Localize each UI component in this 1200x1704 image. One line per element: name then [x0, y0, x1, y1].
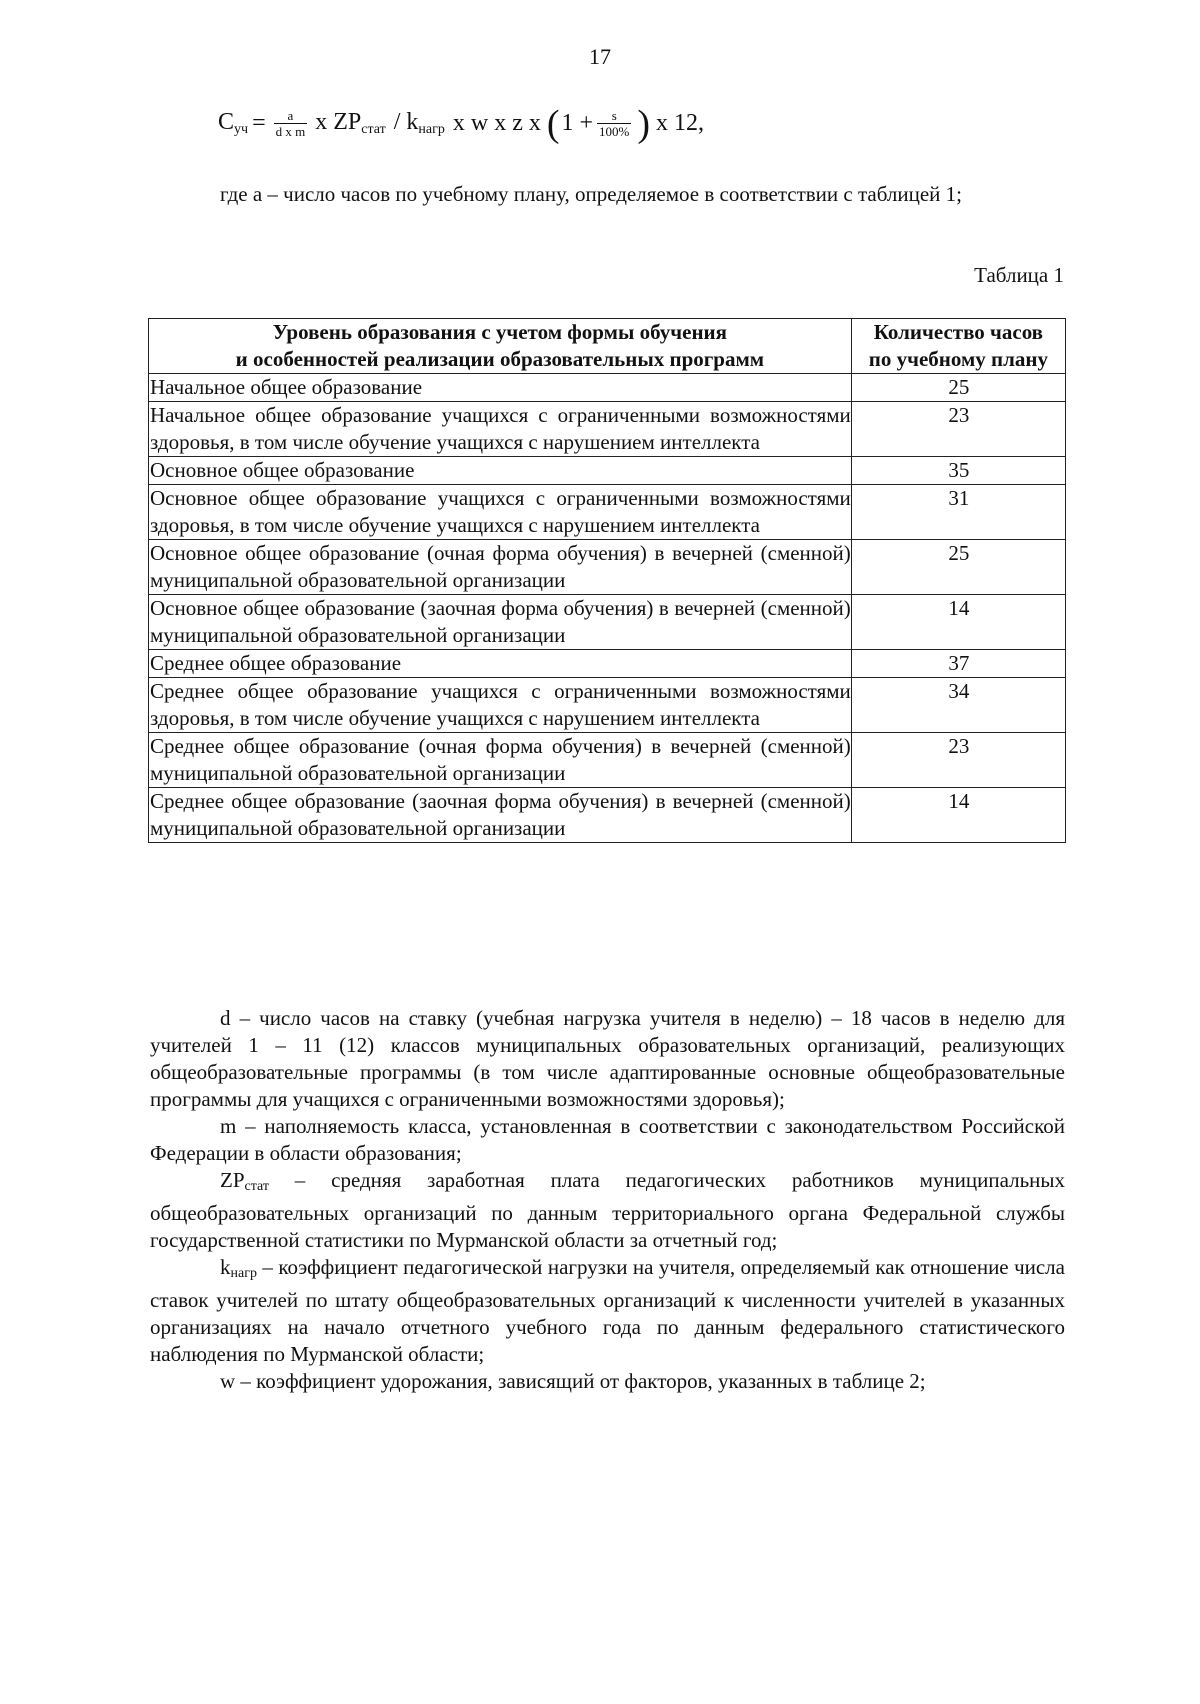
formula-fraction-a: $\frac{a}{\text{d x m}}$ — [275, 108, 306, 139]
formula-zp: x $ZP_{стат}$ — [315, 109, 386, 137]
formula — [218, 102, 708, 145]
definition-w: w – коэффициент удорожания, зависящий от факторов, указанных в таблице 2; — [220, 1369, 926, 1393]
table-row: Основное общее образование (заочная форма обучения) в вечерней (сменной) муниципальной образовательной организации 14 — [149, 595, 1066, 650]
definition-d: d – число часов на ставку (учебная нагрузка учителя в неделю) – 18 часов в неделю для учителей 1 – 11 (12) классов муниципальных образовательных организаций, реализующих общеобразовательные программы (в том числе адаптированные основные общеобразовательные программы для учащихся с ограниченными возможностями здоровья); — [150, 1006, 1065, 1111]
definitions — [150, 1005, 1065, 1395]
header-hours: Количество часов по учебному плану — [851, 319, 1065, 374]
page-number: 17 — [589, 44, 611, 69]
formula-wz: x w x z x — [452, 110, 541, 136]
formula-fraction-s: $\frac{s}{100\%}$ — [599, 108, 630, 139]
formula-open-paren: ( — [546, 102, 560, 145]
table-header-row — [149, 319, 1066, 374]
table-row: Основное общее образование 35 — [149, 457, 1066, 485]
hours-table — [148, 318, 1066, 843]
formula-eq: = — [252, 110, 266, 136]
formula-one-plus: 1 + — [561, 110, 594, 136]
formula-close-paren: ) — [637, 102, 651, 145]
table-row: Среднее общее образование 37 — [149, 650, 1066, 678]
table-row: Среднее общее образование учащихся с ограниченными возможностями здоровья, в том числе обучение учащихся с нарушением интеллекта 34 — [149, 678, 1066, 733]
definition-k: kнагр – коэффициент педагогической нагрузки на учителя, определяемый как отношение числа ставок учителей по штату общеобразовательных организаций к численности учителей в указанных организациях на начало отчетного учебного года по данным федерального статистического наблюдения по Мурманской области; — [150, 1255, 1065, 1366]
table-row: Начальное общее образование 25 — [149, 374, 1066, 402]
table-caption: Таблица 1 — [974, 263, 1064, 287]
definition-zp: ZPстат – средняя заработная плата педагогических работников муниципальных общеобразовательных организаций по данным территориального органа Федеральной службы государственной статистики по Мурманской области за отчетный год; — [150, 1168, 1065, 1252]
formula-lhs: $С_{уч}$ — [218, 109, 249, 137]
formula-k: / $k_{нагр}$ — [393, 109, 445, 137]
table-row: Среднее общее образование (очная форма обучения) в вечерней (сменной) муниципальной образовательной организации 23 — [149, 733, 1066, 788]
table-row: Начальное общее образование учащихся с ограниченными возможностями здоровья, в том числе обучение учащихся с нарушением интеллекта 23 — [149, 402, 1066, 457]
table-row: Среднее общее образование (заочная форма обучения) в вечерней (сменной) муниципальной образовательной организации 14 — [149, 788, 1066, 843]
formula-tail: x 12, — [656, 110, 705, 136]
intro-paragraph: где a – число часов по учебному плану, определяемое в соответствии с таблицей 1; — [220, 182, 962, 206]
table-row: Основное общее образование (очная форма обучения) в вечерней (сменной) муниципальной образовательной организации 25 — [149, 540, 1066, 595]
header-level: Уровень образования с учетом формы обучения и особенностей реализации образовательных программ — [149, 319, 852, 374]
table-row: Основное общее образование учащихся с ограниченными возможностями здоровья, в том числе обучение учащихся с нарушением интеллекта 31 — [149, 485, 1066, 540]
definition-m: m – наполняемость класса, установленная в соответствии с законодательством Российской Федерации в области образования; — [150, 1114, 1065, 1165]
